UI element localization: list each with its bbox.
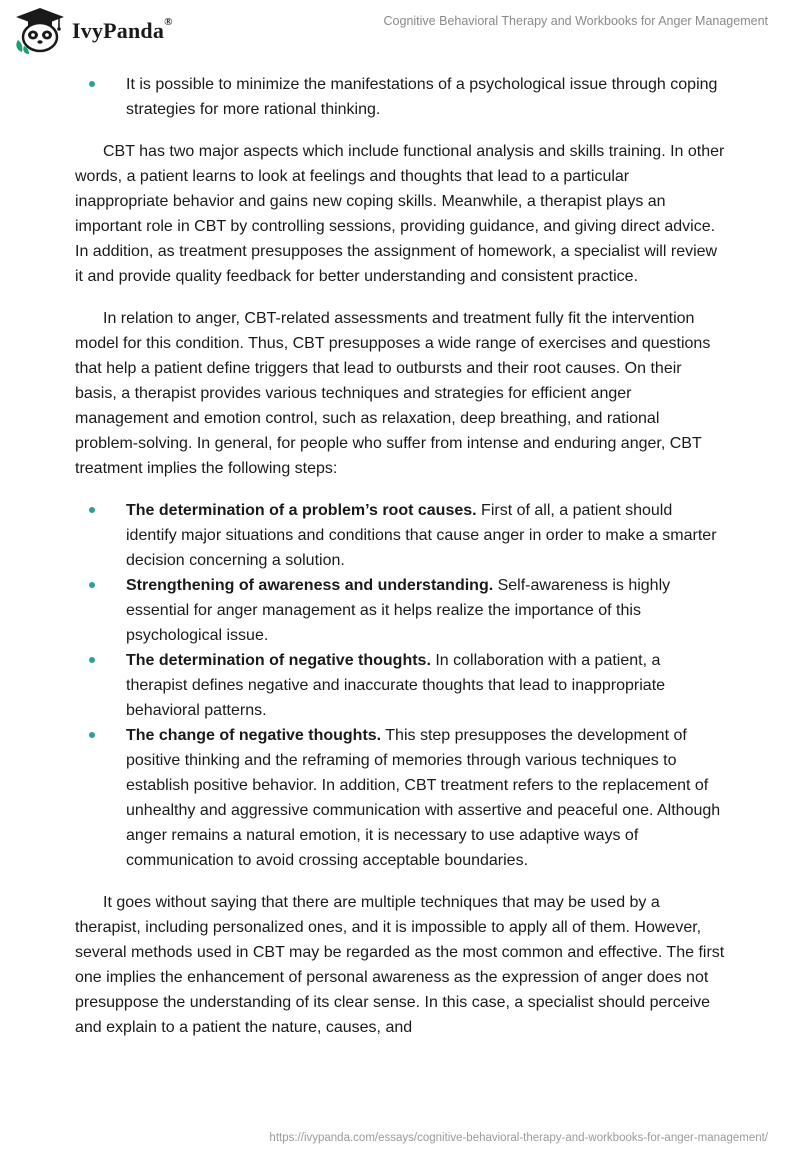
page-header bbox=[0, 0, 800, 60]
step-text: First of all, a patient should identify major situations and conditions that cause anger in order to make a smarter decision concerning a solution. bbox=[126, 502, 717, 569]
step-text: In collaboration with a patient, a therapist defines negative and inaccurate thoughts that lead to inappropriate behavioral patterns. bbox=[126, 652, 666, 719]
top-bullet-list bbox=[75, 72, 725, 122]
paragraph: In relation to anger, CBT-related assessments and treatment fully fit the intervention model for this condition. Thus, CBT presupposes a wide range of exercises and questions that help a patient define triggers that lead to outbursts and their root causes. On their basis, a therapist provides various techniques and strategies for efficient anger management and emotion control, such as relaxation, deep breathing, and rational problem-solving. In general, for people who suffer from intense and enduring anger, CBT treatment implies the following steps: bbox=[75, 310, 711, 477]
list-item bbox=[75, 723, 725, 873]
bullet-icon bbox=[89, 507, 95, 513]
essay-body bbox=[75, 72, 725, 1040]
bullet-icon bbox=[89, 657, 95, 663]
list-item: It is possible to minimize the manifestations of a psychological issue through coping strategies for more rational thinking. bbox=[75, 72, 725, 122]
source-url[interactable]: https://ivypanda.com/essays/cognitive-behavioral-therapy-and-workbooks-for-anger-management/ bbox=[269, 1132, 768, 1144]
list-item bbox=[75, 648, 725, 723]
bullet-icon bbox=[89, 582, 95, 588]
document-title: Cognitive Behavioral Therapy and Workbooks for Anger Management bbox=[383, 14, 768, 28]
step-title: The determination of a problem’s root causes. bbox=[126, 502, 477, 519]
step-title: Strengthening of awareness and understanding. bbox=[126, 577, 494, 594]
step-text: Self-awareness is highly essential for anger management as it helps realize the importance of this psychological issue. bbox=[126, 577, 671, 644]
paragraph: CBT has two major aspects which include functional analysis and skills training. In other words, a patient learns to look at feelings and thoughts that lead to a particular inappropriate behavior and gains new coping skills. Meanwhile, a therapist plays an important role in CBT by controlling sessions, providing guidance, and giving direct advice. In addition, as treatment presupposes the assignment of homework, a specialist will review it and provide quality feedback for better understanding and consistent practice. bbox=[75, 143, 725, 285]
panda-graduate-icon bbox=[14, 6, 66, 56]
steps-list bbox=[75, 498, 725, 873]
list-item bbox=[75, 498, 725, 573]
paragraph: It goes without saying that there are multiple techniques that may be used by a therapist, including personalized ones, and it is impossible to apply all of them. However, several methods used in CBT may be regarded as the most common and effective. The first one implies the enhancement of personal awareness as the expression of anger does not presuppose the understanding of its clear sense. In this case, a specialist should perceive and explain to a patient the nature, causes, and bbox=[75, 894, 725, 1036]
step-title: The determination of negative thoughts. bbox=[126, 652, 431, 669]
bullet-icon bbox=[89, 81, 95, 87]
ivypanda-logo[interactable] bbox=[14, 6, 173, 56]
brand-name: IvyPanda® bbox=[72, 16, 173, 43]
step-title: The change of negative thoughts. bbox=[126, 727, 382, 744]
bullet-icon bbox=[89, 732, 95, 738]
step-text: This step presupposes the development of positive thinking and the reframing of memories through various techniques to establish positive behavior. In addition, CBT treatment refers to the replacement of unhealthy and aggressive communication with assertive and peaceful one. Although anger remains a natural emotion, it is necessary to use adaptive ways of communication to avoid crossing acceptable boundaries. bbox=[126, 727, 721, 869]
list-item bbox=[75, 573, 725, 648]
